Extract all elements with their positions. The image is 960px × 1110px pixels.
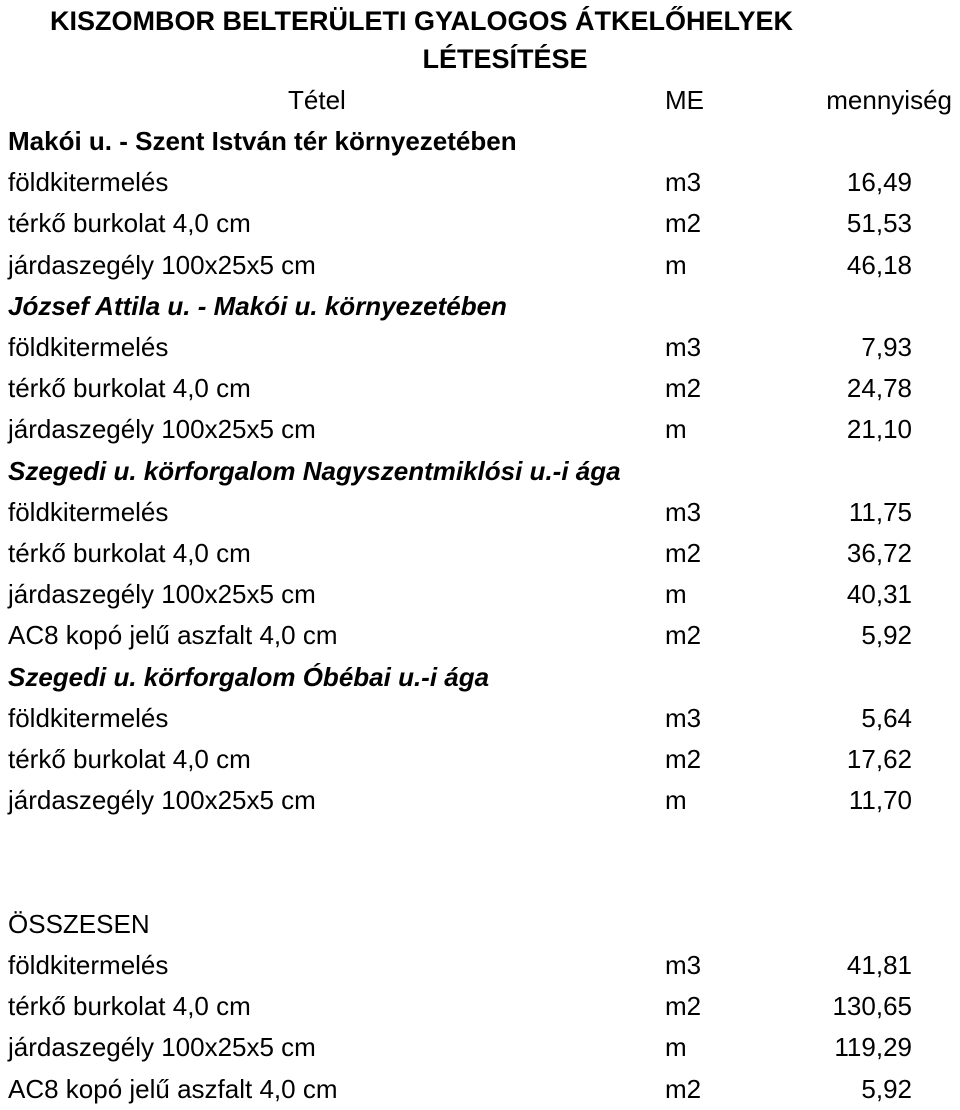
item-quantity: 24,78: [846, 373, 912, 404]
item-unit: m2: [665, 208, 702, 239]
table-row: [0, 408, 960, 450]
section-title: Szegedi u. körforgalom Nagyszentmiklósi u.-i ága: [8, 455, 621, 486]
item-quantity: 130,65: [832, 991, 912, 1022]
section-title: Makói u. - Szent István tér környezetében: [8, 126, 517, 156]
item-unit: m: [665, 579, 687, 610]
item-name: járdaszegély 100x25x5 cm: [8, 1032, 316, 1063]
item-unit: m3: [665, 332, 702, 362]
item-quantity: 16,49: [846, 167, 912, 198]
item-quantity: 7,93: [861, 332, 912, 362]
section-header: [0, 120, 960, 162]
table-row: [0, 532, 960, 574]
totals-label: ÖSSZESEN: [8, 908, 150, 939]
item-name: földkitermelés: [8, 702, 169, 733]
table-row: [0, 202, 960, 244]
item-quantity: 36,72: [846, 538, 912, 568]
item-quantity: 5,64: [861, 702, 912, 733]
item-name: AC8 kopó jelű aszfalt 4,0 cm: [8, 620, 338, 651]
item-quantity: 11,75: [848, 496, 912, 527]
item-name: járdaszegély 100x25x5 cm: [8, 249, 316, 280]
item-unit: m2: [665, 1073, 702, 1104]
table-row: [0, 161, 960, 203]
table-row: [0, 491, 960, 533]
item-name: térkő burkolat 4,0 cm: [8, 991, 251, 1022]
item-name: térkő burkolat 4,0 cm: [8, 373, 251, 404]
section-header: [0, 656, 960, 698]
header-me: ME: [665, 85, 704, 115]
total-row: [0, 985, 960, 1027]
item-quantity: 46,18: [846, 249, 912, 280]
item-quantity: 5,92: [861, 1073, 912, 1104]
title-line-1: KISZOMBOR BELTERÜLETI GYALOGOS ÁTKELŐHELYEK: [50, 6, 794, 36]
table-row: [0, 697, 960, 739]
document-title: [0, 2, 960, 78]
section-title: József Attila u. - Makói u. környezetében: [8, 290, 507, 321]
section-header: [0, 450, 960, 492]
item-unit: m3: [665, 167, 702, 198]
item-name: földkitermelés: [8, 167, 169, 198]
item-unit: m: [665, 414, 687, 445]
total-row: [0, 1068, 960, 1110]
item-name: földkitermelés: [8, 950, 169, 980]
item-unit: m2: [665, 991, 702, 1022]
table-row: [0, 779, 960, 821]
item-unit: m3: [665, 950, 702, 980]
item-unit: m: [665, 1032, 687, 1063]
table-row: [0, 573, 960, 615]
item-quantity: 21,10: [846, 414, 912, 445]
table-row: [0, 244, 960, 286]
table-row: [0, 326, 960, 368]
table-row: [0, 614, 960, 656]
title-line-2: LÉTESÍTÉSE: [422, 44, 588, 74]
item-unit: m2: [665, 538, 702, 568]
total-row: [0, 1026, 960, 1068]
item-quantity: 40,31: [846, 579, 912, 610]
item-unit: m2: [665, 620, 702, 651]
item-name: térkő burkolat 4,0 cm: [8, 208, 251, 239]
item-quantity: 5,92: [861, 620, 912, 651]
item-name: térkő burkolat 4,0 cm: [8, 538, 251, 568]
item-name: AC8 kopó jelű aszfalt 4,0 cm: [8, 1073, 338, 1104]
item-unit: m2: [665, 744, 702, 774]
item-name: földkitermelés: [8, 496, 169, 527]
total-row: [0, 944, 960, 986]
table-row: [0, 367, 960, 409]
section-title: Szegedi u. körforgalom Óbébai u.-i ága: [8, 661, 490, 692]
item-quantity: 41,81: [846, 950, 912, 980]
item-unit: m: [665, 785, 687, 816]
item-unit: m2: [665, 373, 702, 404]
item-name: földkitermelés: [8, 332, 169, 362]
item-unit: m3: [665, 496, 702, 527]
totals-header: [0, 903, 960, 945]
header-mennyiseg: mennyiség: [826, 85, 952, 115]
item-name: járdaszegély 100x25x5 cm: [8, 579, 316, 610]
item-quantity: 51,53: [846, 208, 912, 239]
table-row: [0, 738, 960, 780]
header-tetel: Tétel: [288, 85, 346, 115]
item-quantity: 11,70: [848, 785, 912, 816]
item-name: járdaszegély 100x25x5 cm: [8, 414, 316, 445]
item-name: térkő burkolat 4,0 cm: [8, 744, 251, 774]
item-name: járdaszegély 100x25x5 cm: [8, 785, 316, 816]
section-header: [0, 285, 960, 327]
item-quantity: 119,29: [834, 1032, 912, 1063]
item-quantity: 17,62: [846, 744, 912, 774]
item-unit: m: [665, 249, 687, 280]
item-unit: m3: [665, 702, 702, 733]
table-header: [0, 79, 960, 121]
